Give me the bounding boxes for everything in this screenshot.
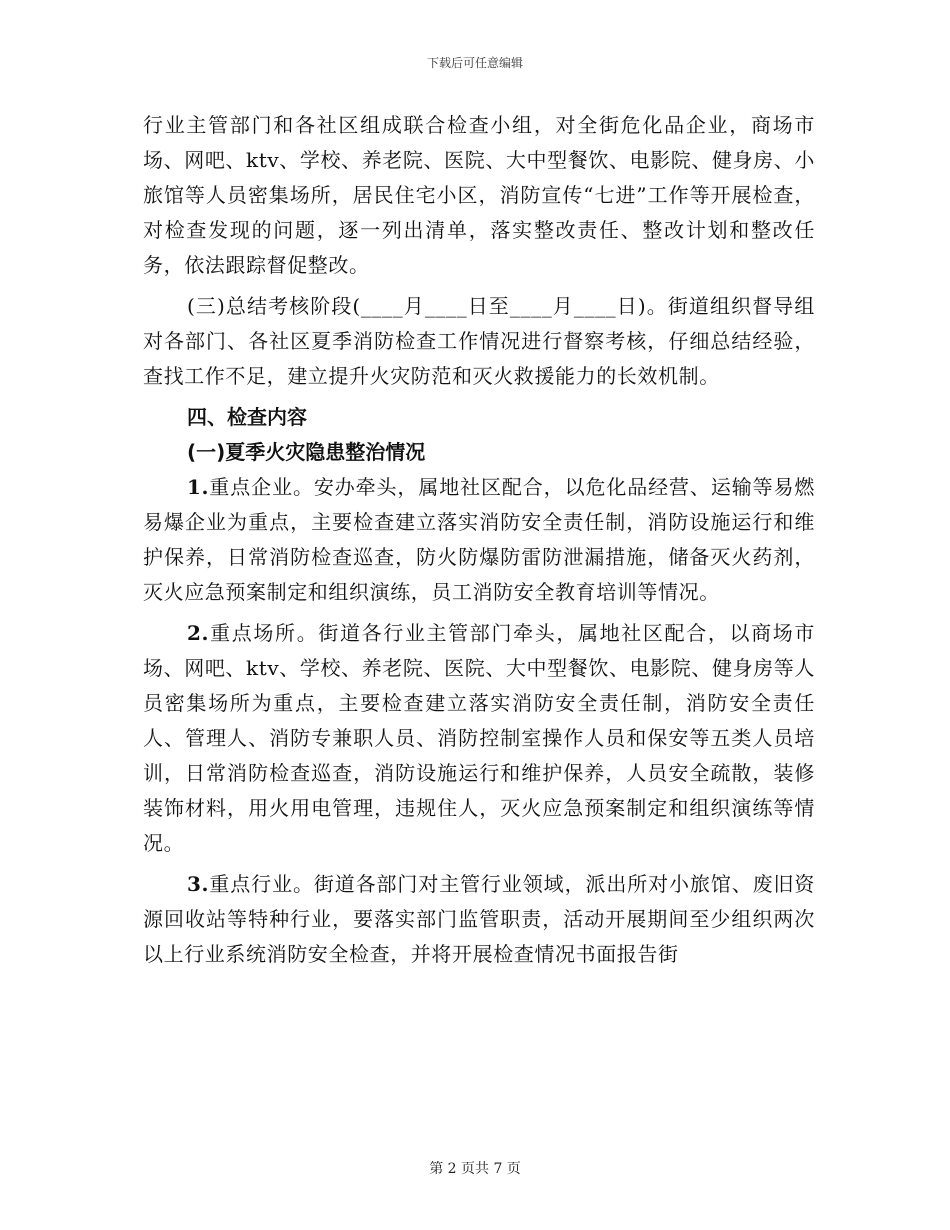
- list-item-key-industries: [143, 867, 815, 972]
- item-text: 重点行业。街道各部门对主管行业领域，派出所对小旅馆、废旧资源回收站等特种行业，要落实部门监管职责，活动开展期间至少组织两次以上行业系统消防安全检查，并将开展检查情况书面报告街: [143, 872, 815, 966]
- paragraph-summary-stage: (三)总结考核阶段(____月____日至____月____日)。街道组织督导组对各部门、各社区夏季消防检查工作情况进行督察考核，仔细总结经验，查找工作不足，建立提升火灾防范和灭火救援能力的长效机制。: [143, 294, 815, 388]
- page-footer: 第 2 页共 7 页: [429, 1161, 521, 1177]
- list-item-key-venues: [143, 616, 815, 861]
- subsection-heading-fire-hazards: (一)夏季火灾隐患整治情况: [187, 440, 426, 464]
- page-header: 下载后可任意编辑: [426, 56, 523, 70]
- list-item-key-enterprises: [143, 470, 815, 610]
- item-number: 1.: [187, 475, 210, 499]
- item-number: 3.: [187, 872, 210, 896]
- document-body: [143, 108, 815, 978]
- section-heading-inspection-content: 四、检查内容: [187, 405, 307, 429]
- paragraph-inspection-team: 行业主管部门和各社区组成联合检查小组，对全街危化品企业，商场市场、网吧、ktv、学校、养老院、医院、大中型餐饮、电影院、健身房、小旅馆等人员密集场所，居民住宅小区，消防宣传“七进”工作等开展检查，对检查发现的问题，逐一列出清单，落实整改责任、整改计划和整改任务，依法跟踪督促整改。: [143, 113, 815, 277]
- item-number: 2.: [187, 621, 210, 645]
- item-text: 重点场所。街道各行业主管部门牵头，属地社区配合，以商场市场、网吧、ktv、学校、养老院、医院、大中型餐饮、电影院、健身房等人员密集场所为重点，主要检查建立落实消防安全责任制，消防安全责任人、管理人、消防专兼职人员、消防控制室操作人员和保安等五类人员培训，日常消防检查巡查，消防设施运行和维护保养，人员安全疏散，装修装饰材料，用火用电管理，违规住人，灭火应急预案制定和组织演练等情况。: [143, 621, 815, 855]
- item-text: 重点企业。安办牵头，属地社区配合，以危化品经营、运输等易燃易爆企业为重点，主要检查建立落实消防安全责任制，消防设施运行和维护保养，日常消防检查巡查，防火防爆防雷防泄漏措施，储备灭火药剂，灭火应急预案制定和组织演练，员工消防安全教育培训等情况。: [143, 475, 815, 604]
